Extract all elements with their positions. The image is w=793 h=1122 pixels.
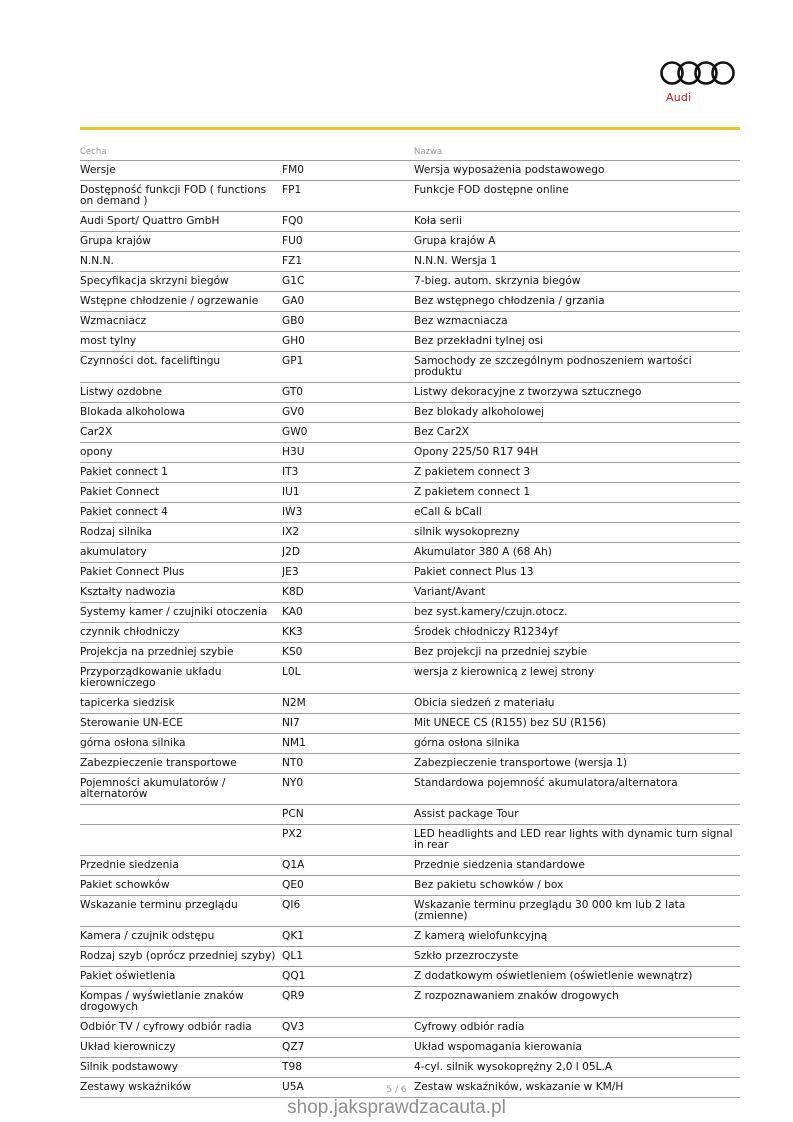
table-row <box>80 856 740 876</box>
cell-name: bez syst.kamery/czujn.otocz. <box>414 603 740 623</box>
table-row <box>80 947 740 967</box>
cell-name: Z rozpoznawaniem znaków drogowych <box>414 987 740 1018</box>
header-feature: Cecha <box>80 145 282 161</box>
table-row <box>80 332 740 352</box>
table-row <box>80 583 740 603</box>
cell-name: Variant/Avant <box>414 583 740 603</box>
cell-name: Grupa krajów A <box>414 232 740 252</box>
cell-feature: Pakiet connect 4 <box>80 503 282 523</box>
header-divider <box>80 127 740 130</box>
cell-name: Przednie siedzenia standardowe <box>414 856 740 876</box>
table-row <box>80 232 740 252</box>
cell-feature: Wstępne chłodzenie / ogrzewanie <box>80 292 282 312</box>
cell-name: Obicia siedzeń z materiału <box>414 694 740 714</box>
table-row <box>80 272 740 292</box>
cell-name: Koła serii <box>414 212 740 232</box>
table-row <box>80 312 740 332</box>
cell-code: JE3 <box>282 563 414 583</box>
table-row <box>80 987 740 1018</box>
cell-feature: czynnik chłodniczy <box>80 623 282 643</box>
cell-code: KS0 <box>282 643 414 663</box>
cell-feature: opony <box>80 443 282 463</box>
cell-name: 7-bieg. autom. skrzynia biegów <box>414 272 740 292</box>
cell-feature: Grupa krajów <box>80 232 282 252</box>
cell-code: IX2 <box>282 523 414 543</box>
table-row <box>80 443 740 463</box>
cell-name: górna osłona silnika <box>414 734 740 754</box>
cell-name: Bez pakietu schowków / box <box>414 876 740 896</box>
cell-code: IU1 <box>282 483 414 503</box>
cell-code: QK1 <box>282 927 414 947</box>
table-row <box>80 714 740 734</box>
cell-name: Zestaw wskaźników, wskazanie w KM/H <box>414 1078 740 1098</box>
cell-code: FQ0 <box>282 212 414 232</box>
table-row <box>80 212 740 232</box>
cell-feature: Zestawy wskaźników <box>80 1078 282 1098</box>
cell-name: wersja z kierownicą z lewej strony <box>414 663 740 694</box>
cell-code: FP1 <box>282 181 414 212</box>
table-row <box>80 503 740 523</box>
cell-code: H3U <box>282 443 414 463</box>
cell-name: Wersja wyposażenia podstawowego <box>414 161 740 181</box>
cell-name: silnik wysokoprezny <box>414 523 740 543</box>
cell-feature: Wzmacniacz <box>80 312 282 332</box>
cell-feature: Przednie siedzenia <box>80 856 282 876</box>
table-row <box>80 563 740 583</box>
cell-feature <box>80 825 282 856</box>
cell-name: Środek chłodniczy R1234yf <box>414 623 740 643</box>
cell-feature: Pojemności akumulatorów / alternatorów <box>80 774 282 805</box>
cell-feature: Wersje <box>80 161 282 181</box>
table-row <box>80 403 740 423</box>
equipment-table <box>80 145 740 1098</box>
cell-feature: most tylny <box>80 332 282 352</box>
cell-code: T98 <box>282 1058 414 1078</box>
table-row <box>80 543 740 563</box>
table-row <box>80 352 740 383</box>
cell-name: Bez blokady alkoholowej <box>414 403 740 423</box>
cell-code: GV0 <box>282 403 414 423</box>
cell-feature: Układ kierowniczy <box>80 1038 282 1058</box>
table-row <box>80 161 740 181</box>
cell-feature: Pakiet connect 1 <box>80 463 282 483</box>
cell-feature: Projekcja na przedniej szybie <box>80 643 282 663</box>
cell-code: N2M <box>282 694 414 714</box>
table-row <box>80 734 740 754</box>
cell-feature: Car2X <box>80 423 282 443</box>
cell-feature: Kształty nadwozia <box>80 583 282 603</box>
table-row <box>80 1038 740 1058</box>
header-name: Nazwa <box>414 145 740 161</box>
cell-name: Cyfrowy odbiór radia <box>414 1018 740 1038</box>
cell-code: Q1A <box>282 856 414 876</box>
table-row <box>80 805 740 825</box>
cell-name: Assist package Tour <box>414 805 740 825</box>
table-row <box>80 483 740 503</box>
table-row <box>80 643 740 663</box>
cell-feature <box>80 805 282 825</box>
audi-rings-icon <box>660 60 738 90</box>
table-row <box>80 383 740 403</box>
cell-feature: Wskazanie terminu przeglądu <box>80 896 282 927</box>
cell-code: NT0 <box>282 754 414 774</box>
cell-feature: Pakiet schowków <box>80 876 282 896</box>
cell-code: NM1 <box>282 734 414 754</box>
cell-code: IW3 <box>282 503 414 523</box>
cell-name: eCall & bCall <box>414 503 740 523</box>
cell-feature: Listwy ozdobne <box>80 383 282 403</box>
cell-feature: Systemy kamer / czujniki otoczenia <box>80 603 282 623</box>
cell-feature: Pakiet oświetlenia <box>80 967 282 987</box>
cell-name: Mit UNECE CS (R155) bez SU (R156) <box>414 714 740 734</box>
cell-name: Listwy dekoracyjne z tworzywa sztucznego <box>414 383 740 403</box>
cell-feature: tapicerka siedzisk <box>80 694 282 714</box>
cell-code: GA0 <box>282 292 414 312</box>
cell-name: Bez wzmacniacza <box>414 312 740 332</box>
cell-code: G1C <box>282 272 414 292</box>
cell-name: Szkło przezroczyste <box>414 947 740 967</box>
cell-code: GT0 <box>282 383 414 403</box>
cell-feature: Czynności dot. faceliftingu <box>80 352 282 383</box>
cell-feature: Dostępność funkcji FOD ( functions on demand ) <box>80 181 282 212</box>
table-row <box>80 623 740 643</box>
cell-code: KA0 <box>282 603 414 623</box>
cell-name: Bez projekcji na przedniej szybie <box>414 643 740 663</box>
cell-feature: Pakiet Connect Plus <box>80 563 282 583</box>
cell-name: Z pakietem connect 1 <box>414 483 740 503</box>
audi-logo-text: Audi <box>666 91 692 104</box>
table-row <box>80 292 740 312</box>
cell-code: QI6 <box>282 896 414 927</box>
cell-feature: górna osłona silnika <box>80 734 282 754</box>
table-row <box>80 694 740 714</box>
cell-name: Akumulator 380 A (68 Ah) <box>414 543 740 563</box>
cell-name: Funkcje FOD dostępne online <box>414 181 740 212</box>
table-row <box>80 927 740 947</box>
cell-name: 4-cyl. silnik wysokoprężny 2,0 l 05L.A <box>414 1058 740 1078</box>
cell-name: Bez wstępnego chłodzenia / grzania <box>414 292 740 312</box>
cell-name: Bez przekładni tylnej osi <box>414 332 740 352</box>
cell-feature: akumulatory <box>80 543 282 563</box>
page-number: 5 / 6 <box>386 1085 407 1095</box>
cell-code: GB0 <box>282 312 414 332</box>
cell-code: QR9 <box>282 987 414 1018</box>
cell-code: FZ1 <box>282 252 414 272</box>
cell-name: LED headlights and LED rear lights with dynamic turn signal in rear <box>414 825 740 856</box>
cell-code: J2D <box>282 543 414 563</box>
cell-code: IT3 <box>282 463 414 483</box>
cell-feature: Sterowanie UN-ECE <box>80 714 282 734</box>
table-row <box>80 663 740 694</box>
cell-code: NY0 <box>282 774 414 805</box>
cell-name: Pakiet connect Plus 13 <box>414 563 740 583</box>
cell-name: Układ wspomagania kierowania <box>414 1038 740 1058</box>
cell-feature: Odbiór TV / cyfrowy odbiór radia <box>80 1018 282 1038</box>
table-row <box>80 1018 740 1038</box>
cell-code: QV3 <box>282 1018 414 1038</box>
cell-code: FM0 <box>282 161 414 181</box>
cell-name: Samochody ze szczególnym podnoszeniem wartości produktu <box>414 352 740 383</box>
cell-feature: Kamera / czujnik odstępu <box>80 927 282 947</box>
cell-code: NI7 <box>282 714 414 734</box>
cell-feature: Zabezpieczenie transportowe <box>80 754 282 774</box>
table-row <box>80 774 740 805</box>
watermark: shop.jaksprawdzacauta.pl <box>287 1097 506 1118</box>
audi-logo <box>660 60 738 104</box>
cell-name: Zabezpieczenie transportowe (wersja 1) <box>414 754 740 774</box>
cell-name: Z kamerą wielofunkcyjną <box>414 927 740 947</box>
table-row <box>80 181 740 212</box>
cell-name: Bez Car2X <box>414 423 740 443</box>
cell-name: Wskazanie terminu przeglądu 30 000 km lub 2 lata (zmienne) <box>414 896 740 927</box>
cell-code: QL1 <box>282 947 414 967</box>
table-row <box>80 463 740 483</box>
cell-code: GW0 <box>282 423 414 443</box>
cell-code: QZ7 <box>282 1038 414 1058</box>
cell-code: PX2 <box>282 825 414 856</box>
cell-name: Standardowa pojemność akumulatora/alternatora <box>414 774 740 805</box>
cell-name: N.N.N. Wersja 1 <box>414 252 740 272</box>
cell-name: Opony 225/50 R17 94H <box>414 443 740 463</box>
cell-feature: Rodzaj szyb (oprócz przedniej szyby) <box>80 947 282 967</box>
cell-name: Z pakietem connect 3 <box>414 463 740 483</box>
table-row <box>80 603 740 623</box>
cell-feature: Audi Sport/ Quattro GmbH <box>80 212 282 232</box>
table-row <box>80 252 740 272</box>
cell-code: GP1 <box>282 352 414 383</box>
table-row <box>80 825 740 856</box>
cell-feature: N.N.N. <box>80 252 282 272</box>
cell-code: QQ1 <box>282 967 414 987</box>
table-row <box>80 967 740 987</box>
cell-feature: Pakiet Connect <box>80 483 282 503</box>
table-header-row <box>80 145 740 161</box>
table-row <box>80 896 740 927</box>
cell-code: FU0 <box>282 232 414 252</box>
cell-code: GH0 <box>282 332 414 352</box>
cell-code: PCN <box>282 805 414 825</box>
table-row <box>80 876 740 896</box>
cell-code: K8D <box>282 583 414 603</box>
cell-feature: Blokada alkoholowa <box>80 403 282 423</box>
table-row <box>80 754 740 774</box>
table-row <box>80 423 740 443</box>
table-row <box>80 523 740 543</box>
header-code <box>282 145 414 161</box>
cell-feature: Specyfikacja skrzyni biegów <box>80 272 282 292</box>
cell-feature: Kompas / wyświetlanie znaków drogowych <box>80 987 282 1018</box>
cell-feature: Rodzaj silnika <box>80 523 282 543</box>
cell-feature: Przyporządkowanie układu kierowniczego <box>80 663 282 694</box>
cell-code: U5A <box>282 1078 414 1098</box>
cell-code: L0L <box>282 663 414 694</box>
cell-name: Z dodatkowym oświetleniem (oświetlenie wewnątrz) <box>414 967 740 987</box>
cell-code: KK3 <box>282 623 414 643</box>
table-row <box>80 1058 740 1078</box>
cell-feature: Silnik podstawowy <box>80 1058 282 1078</box>
cell-code: QE0 <box>282 876 414 896</box>
